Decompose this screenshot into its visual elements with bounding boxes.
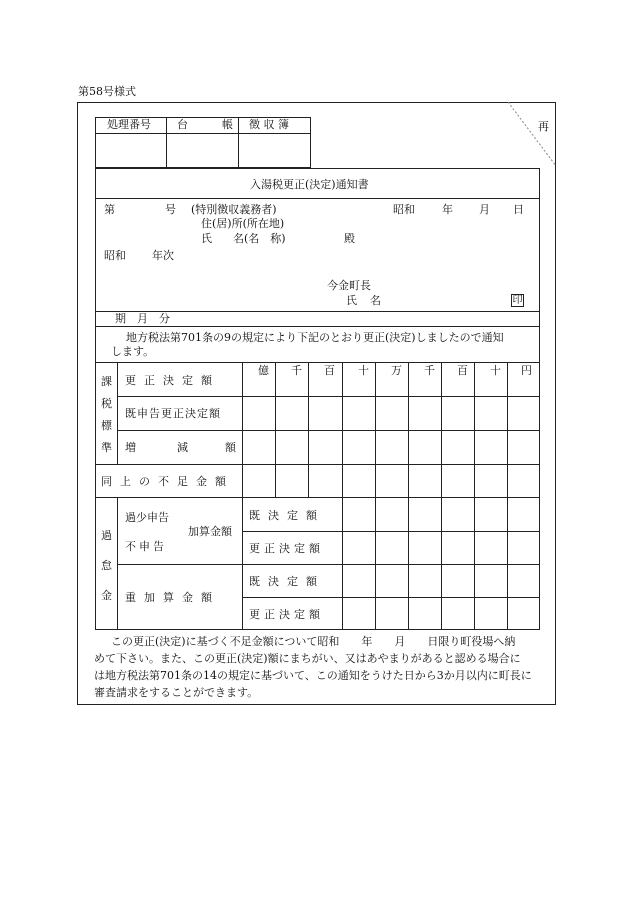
name-label-b: 名(名 称) [233, 232, 286, 245]
corner-mark: 再 [538, 120, 549, 133]
document-title: 入湯税更正(決定)通知書 [250, 178, 369, 191]
mayor-name-b: 名 [370, 294, 381, 307]
penalty-char-1: 過 [101, 529, 112, 542]
footer-line-3: は地方税法第701条の14の規定に基づいて、この通知をうけた日から3か月以内に町長に [94, 669, 532, 682]
unit-hyaku-1: 百 [324, 364, 335, 377]
year-nenji: 年次 [152, 249, 174, 262]
mayor-title: 今金町長 [327, 279, 371, 292]
under-report-label: 過少申告 [125, 511, 169, 524]
number-go: 号 [165, 203, 176, 216]
additional-amount-label: 加算金額 [188, 525, 232, 538]
footer-line-2: めて下さい。また、この更正(決定)額にまちがい、又はあやまりがあると認める場合に [94, 652, 521, 665]
no-report-label: 不申告 [125, 540, 167, 553]
unit-sen-1: 千 [291, 364, 302, 377]
previous-amount-label: 既申告更正決定額 [125, 407, 221, 420]
tax-base-char-1: 課 [101, 375, 112, 388]
date-showa: 昭和 [393, 203, 415, 216]
footer-line-1: この更正(決定)に基づく不足金額について昭和 年 月 日限り町役場へ納 [111, 635, 516, 648]
tax-base-char-4: 準 [101, 441, 112, 454]
decided-amount-label-1: 既決定額 [249, 509, 325, 522]
period-ki: 期 [115, 312, 126, 325]
unit-yen: 円 [521, 364, 532, 377]
heavy-additional-label: 重加算金額 [125, 591, 220, 604]
increase-decrease-c: 額 [225, 441, 236, 454]
number-dai: 第 [104, 203, 115, 216]
mayor-name-a: 氏 [346, 294, 357, 307]
notice-line-1: 地方税法第701条の9の規定により下記のとおり更正(決定)しましたので通知 [126, 331, 504, 344]
period-bun: 分 [159, 312, 170, 325]
address-label: 住(居)所(所在地) [201, 217, 285, 230]
form-number: 第58号様式 [78, 85, 136, 98]
name-label-a: 氏 [201, 232, 212, 245]
honorific-dono: 殿 [344, 232, 355, 245]
processing-number-header: 処理番号 [107, 118, 151, 131]
tax-base-char-3: 標 [101, 419, 112, 432]
year-showa: 昭和 [104, 249, 126, 262]
unit-sen-2: 千 [424, 364, 435, 377]
corrected-amount-label: 更正決定額 [125, 374, 220, 387]
collection-book-header: 徴 収 簿 [249, 118, 289, 131]
penalty-char-3: 金 [101, 589, 112, 602]
period-tsuki: 月 [137, 312, 148, 325]
date-day: 日 [513, 203, 524, 216]
increase-decrease-a: 増 [125, 441, 136, 454]
date-month: 月 [479, 203, 490, 216]
corner-diagonal [508, 102, 556, 166]
footer-line-4: 審査請求をすることができます。 [94, 686, 259, 699]
ledger-header-a: 台 [177, 118, 188, 131]
decided-amount-label-2: 既決定額 [249, 575, 325, 588]
date-year: 年 [442, 203, 453, 216]
ledger-header-b: 帳 [222, 118, 233, 131]
unit-oku: 億 [258, 364, 269, 377]
unit-juu-2: 十 [490, 364, 501, 377]
shortfall-label: 同上の不足金額 [101, 475, 234, 488]
unit-man: 万 [391, 364, 402, 377]
seal-stamp: 印 [512, 295, 523, 306]
unit-juu-1: 十 [358, 364, 369, 377]
unit-hyaku-2: 百 [457, 364, 468, 377]
penalty-char-2: 怠 [101, 559, 112, 572]
notice-line-2: します。 [111, 345, 155, 358]
tax-base-char-2: 税 [101, 397, 112, 410]
increase-decrease-b: 減 [177, 441, 188, 454]
corrected-amount-label-2: 更正決定額 [249, 608, 324, 621]
corrected-amount-label-1: 更正決定額 [249, 542, 324, 555]
special-collector-label: (特別徴収義務者) [191, 203, 277, 216]
